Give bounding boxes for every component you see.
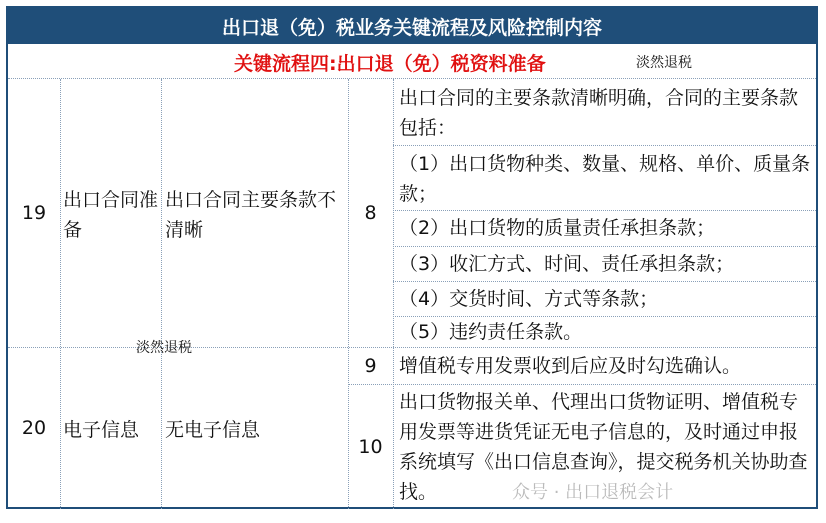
section-heading: 关键流程四:出口退（免）税资料准备 <box>234 53 546 75</box>
grid-line <box>393 79 394 509</box>
control-text-item: （2）出口货物的质量责任承担条款； <box>399 217 716 239</box>
section-header <box>8 44 816 79</box>
grid-line <box>393 210 816 211</box>
risk-description: 出口合同主要条款不清晰 <box>165 189 337 241</box>
row-number: 19 <box>21 202 47 224</box>
mid-watermark: 淡然退税 <box>136 340 192 356</box>
grid-line <box>393 246 816 247</box>
control-text-item: （1）出口货物种类、数量、规格、单价、质量条款； <box>399 153 811 205</box>
section-watermark: 淡然退税 <box>636 55 692 71</box>
grid-line <box>393 281 816 282</box>
control-point-number: 9 <box>364 354 377 377</box>
table-title: 出口退（免）税业务关键流程及风险控制内容 <box>8 8 816 44</box>
control-text-item: （5）违约责任条款。 <box>399 321 583 343</box>
control-text-item: （4）交货时间、方式等条款； <box>399 288 659 310</box>
grid-line <box>393 145 816 146</box>
risk-description: 无电子信息 <box>165 418 261 441</box>
process-item: 出口合同准备 <box>63 189 159 241</box>
control-text-item: 增值税专用发票收到后应及时勾选确认。 <box>399 355 742 377</box>
process-item: 电子信息 <box>63 418 140 441</box>
control-point-number: 10 <box>358 435 383 458</box>
grid-line <box>348 384 816 385</box>
control-text-intro: 出口合同的主要条款清晰明确，合同的主要条款包括： <box>399 87 799 139</box>
row-number: 20 <box>21 417 47 439</box>
control-text-item: 出口货物报关单、代理出口货物证明、增值税专用发票等进货凭证无电子信息的，及时通过申报系统填写《出口信息查询》，提交税务机关协助查找。 <box>399 391 808 503</box>
control-point-number: 8 <box>364 202 377 224</box>
footer-watermark: 众号 · 出口退税会计 <box>512 482 674 503</box>
control-text-item: （3）收汇方式、时间、责任承担条款； <box>399 253 735 275</box>
